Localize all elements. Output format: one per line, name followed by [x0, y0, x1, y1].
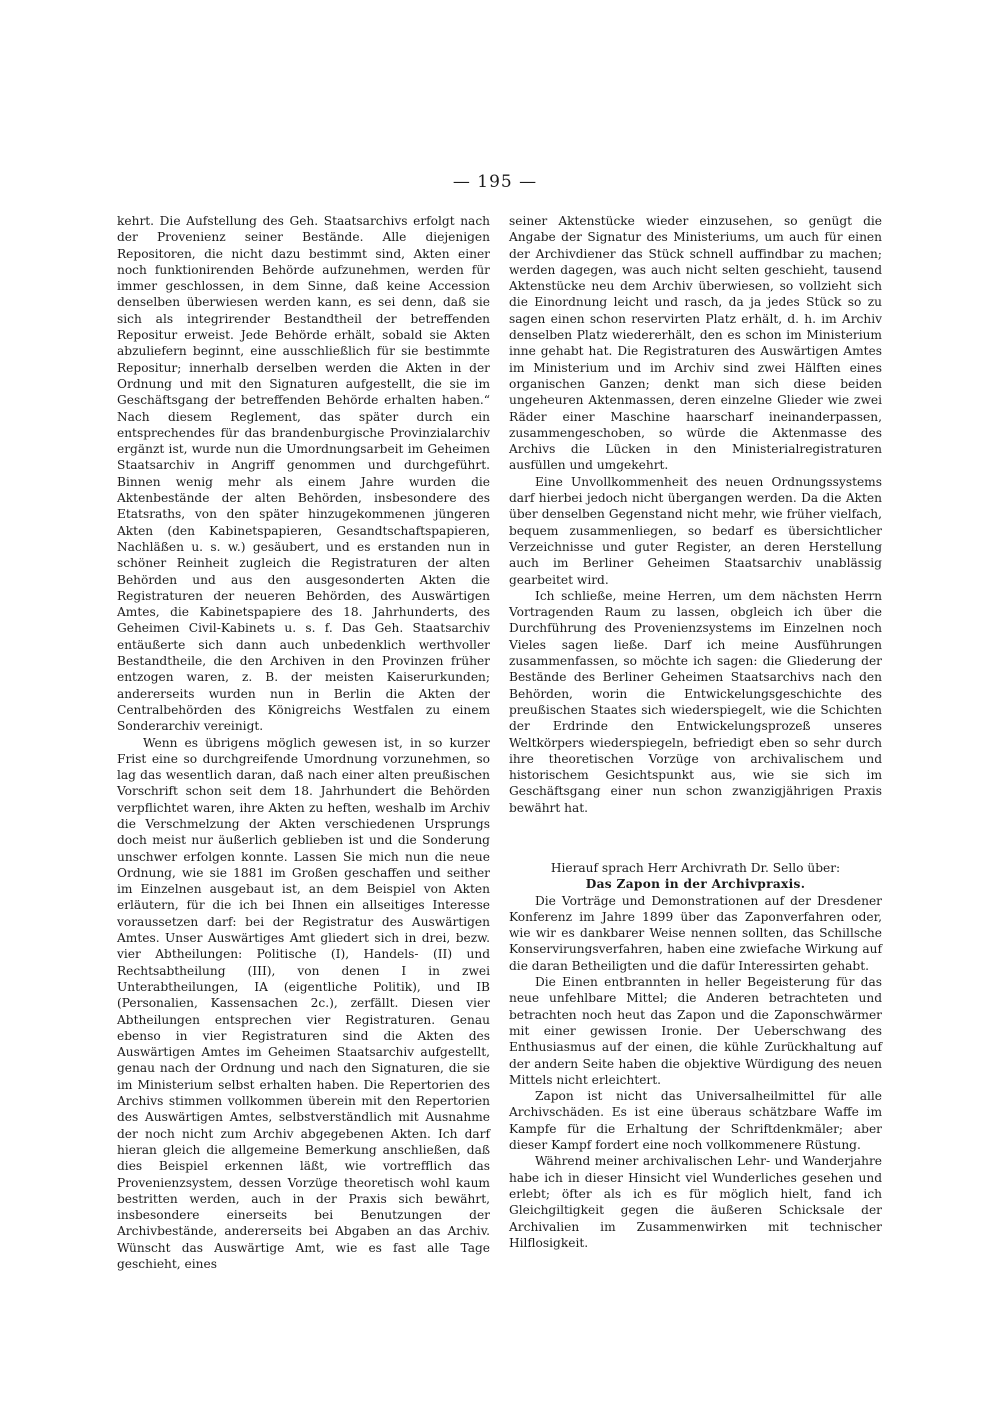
left-column — [117, 213, 490, 1272]
section-spacer — [509, 816, 882, 860]
right-column — [509, 213, 882, 1251]
paragraph: seiner Aktenstücke wieder einzusehen, so genügt die Angabe der Signatur des Ministeriums, um auch für einen der Archivdiener das Stück schnell auffindbar zu machen; werden dagegen, was auch nicht selten geschieht, tausend Aktenstücke neu dem Archiv überwiesen, so vollzieht sich die Einordnung leicht und rasch, da ja jedes Stück so zu sagen einen schon reservirten Platz erhält, d. h. im Archiv denselben Platz wiedererhält, den es schon im Ministerium inne gehabt hat. Die Registraturen des Auswärtigen Amtes im Ministerium und im Archiv sind zwei Hälften eines organischen Ganzen; denkt man sich diese beiden ungeheuren Aktenmassen, deren einzelne Glieder wie zwei Räder einer Maschine haarscharf ineinanderpassen, zusammengeschoben, so würde die Aktenmasse des Archivs die Lücken in den Ministerialregistraturen ausfüllen und umgekehrt. — [509, 214, 882, 473]
paragraph: Zapon ist nicht das Universalheilmittel für alle Archivschäden. Es ist eine überaus schätzbare Waffe im Kampfe für die Erhaltung der Schriftdenkmäler; aber dieser Kampf fordert eine noch vollkommenere Rüstung. — [509, 1089, 882, 1153]
paragraph: Ich schließe, meine Herren, um dem nächsten Herrn Vortragenden Raum zu lassen, obgleich ich über die Durchführung des Provenienzsystems im Einzelnen noch Vieles sagen ließe. Darf ich meine Ausführungen zusammenfassen, so möchte ich sagen: die Gliederung der Bestände des Berliner Geheimen Staatsarchivs nach den Behörden, worin die Entwickelungsgeschichte des preußischen Staates sich wiederspiegelt, wie die Schichten der Erdrinde den Entwickelungsprozeß unseres Weltkörpers wiederspiegeln, befriedigt eben so sehr durch ihre theoretischen Vorzüge von archivalischem und historischem Gesichtspunkt aus, wie sie sich im Geschäftsgang einer nun schon zwanzigjährigen Praxis bewährt hat. — [509, 588, 882, 815]
paragraph: Während meiner archivalischen Lehr- und Wanderjahre habe ich in dieser Hinsicht viel Wunderliches gesehen und erlebt; öfter als ich es für möglich hielt, fand ich Gleichgiltigkeit gegen die äußeren Schicksale der Archivalien im Zusammenwirken mit technischer Hilflosigkeit. — [509, 1154, 882, 1250]
paragraph: Die Vorträge und Demonstrationen auf der Dresdener Konferenz im Jahre 1899 über das Zaponverfahren oder, wie wir es dankbarer Weise nennen sollten, das Schillsche Konservirungsverfahren, haben eine zwiefache Wirkung auf die daran Betheiligten und die dafür Interessirten gehabt. — [509, 893, 882, 973]
paragraph: kehrt. Die Aufstellung des Geh. Staatsarchivs erfolgt nach der Provenienz seiner Bestände. Alle diejenigen Repositoren, die nicht dazu bestimmt sind, Akten einer noch funktionirenden Behörde aufzunehmen, werden für immer geschlossen, in dem Sinne, daß keine Accession denselben überwiesen werden kann, es sei denn, daß sie sich als integrirender Bestandtheil der betreffenden Repositur erweist. Jede Behörde erhält, sobald sie Akten abzuliefern beginnt, eine ausschließlich für sie bestimmte Repositur; innerhalb derselben werden die Akten in der Ordnung und mit den Signaturen aufgestellt, die sie im Geschäftsgang der betreffenden Behörde erhalten haben.“ Nach diesem Reglement, das später durch ein entsprechendes für das brandenburgische Provinzialarchiv ergänzt ist, wurde nun die Umordnungsarbeit im Geheimen Staatsarchiv in Angriff genommen und durchgeführt. Binnen wenig mehr als einem Jahre wurden die Aktenbestände der alten Behörden, insbesondere des Etatsraths, von den später hinzugekommenen jüngeren Akten (den Kabinetspapieren, Gesandtschaftspapieren, Nachläßen u. s. w.) gesäubert, und es erstanden nun in schöner Reinheit zugleich die Registraturen der alten Behörden und aus den ausgesonderten Akten die Registraturen der neueren Behörden, des Auswärtigen Amtes, die Kabinetspapiere des 18. Jahrhunderts, des Geheimen Civil-Kabinets u. s. f. Das Geh. Staatsarchiv entäußerte sich dann auch unbedenklich werthvoller Bestandtheile, die den Archiven in den Provinzen früher entzogen waren, z. B. der meisten Kaiserurkunden; andererseits wurden nun in Berlin die Akten der Centralbehörden des Königreichs Westfalen zu einem Sonderarchiv vereinigt. — [117, 214, 490, 734]
paragraph: Wenn es übrigens möglich gewesen ist, in so kurzer Frist eine so durchgreifende Umordnung vorzunehmen, so lag das wesentlich daran, daß nach einer alten preußischen Vorschrift schon seit dem 18. Jahrhundert die Behörden verpflichtet waren, ihre Akten zu heften, weshalb im Archiv die Verschmelzung der Akten verschiedenen Ursprungs doch meist nur äußerlich geblieben ist und die Sonderung unschwer erfolgen konnte. Lassen Sie mich nun die neue Ordnung, wie sie 1881 im Großen geschaffen und seither im Einzelnen ausgebaut ist, an dem Beispiel von Akten erläutern, für die ich bei Ihnen ein allseitiges Interesse voraussetzen darf: bei der Registratur des Auswärtigen Amtes. Unser Auswärtiges Amt gliedert sich in drei, bezw. vier Abtheilungen: Politische (I), Handels- (II) und Rechtsabtheilung (III), von denen I in zwei Unterabtheilungen, IA (eigentliche Politik), und IB (Personalien, Kassensachen 2c.), zerfällt. Diesen vier Abtheilungen entsprechen vier Registraturen. Genau ebenso in vier Registraturen sind die Akten des Auswärtigen Amtes im Geheimen Staatsarchiv aufgestellt, genau nach der Ordnung und nach den Signaturen, die sie im Ministerium selbst erhalten haben. Die Repertorien des Archivs stimmen vollkommen überein mit den Repertorien des Auswärtigen Amtes, selbstverständlich mit Ausnahme der noch nicht zum Archiv abgegebenen Akten. Ich darf hieran gleich die allgemeine Bemerkung anschließen, daß dies Beispiel erkennen läßt, wie vortrefflich das Provenienzsystem, dessen Vorzüge theoretisch wohl kaum bestritten werden, auch in der Praxis sich bewährt, insbesondere einerseits bei Benutzungen der Archivbestände, andererseits bei Abgaben an das Archiv. Wünscht das Auswärtige Amt, wie es fast alle Tage geschieht, eines — [117, 735, 490, 1271]
page-number: — 195 — — [452, 172, 538, 192]
paragraph: Eine Unvollkommenheit des neuen Ordnungssystems darf hierbei jedoch nicht übergangen werden. Da die Akten über denselben Gegenstand nicht mehr, wie früher vielfach, bequem zusammenliegen, so bedarf es übersichtlicher Verzeichnisse und guter Register, an deren Herstellung auch im Berliner Geheimen Staatsarchiv unablässig gearbeitet wird. — [509, 474, 882, 587]
paragraph: Die Einen entbrannten in heller Begeisterung für das neue unfehlbare Mittel; die Anderen betrachteten und betrachten noch heut das Zapon und die Zaponschwärmer mit einer gewissen Ironie. Der Ueberschwang des Enthusiasmus auf der einen, die kühle Zurückhaltung auf der andern Seite haben die objektive Würdigung des neuen Mittels nicht erleichtert. — [509, 975, 882, 1087]
section-intro: Hierauf sprach Herr Archivrath Dr. Sello über: — [550, 860, 841, 875]
section-heading: Das Zapon in der Archivpraxis. — [585, 877, 806, 892]
